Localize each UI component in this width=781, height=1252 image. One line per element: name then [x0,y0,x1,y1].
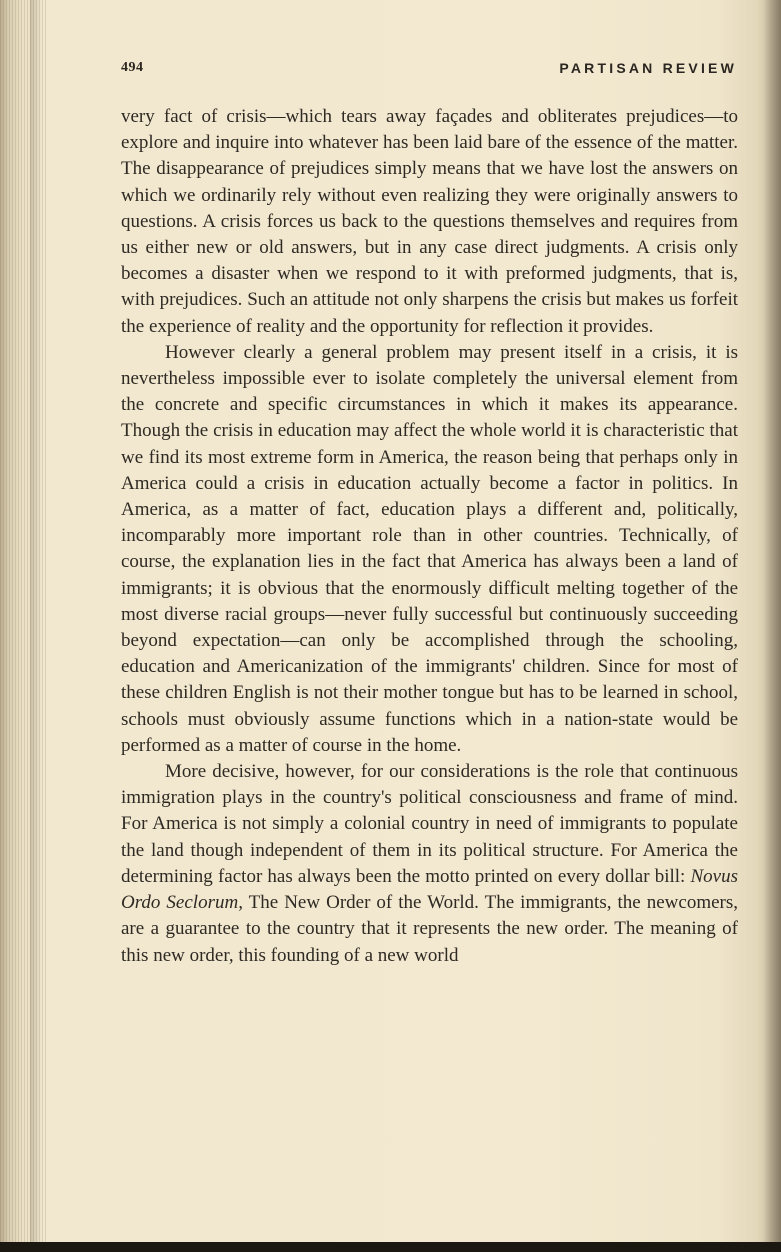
paragraph-3 [121,759,738,969]
journal-title: PARTISAN REVIEW [559,60,737,76]
body-text [121,104,738,969]
running-head [121,60,737,84]
gutter-shadow [30,0,42,1242]
latin-motto: Novus Ordo Seclorum, [121,865,738,914]
page-right-edge [763,0,781,1242]
paragraph-3-start: More decisive, however, for our considerations is the role that continuous immigration plays in the country's political consciousness and frame of mind. For America is not simply a colonial country in need of immigrants to populate the land though independent of them in its political structure. For America the determining factor has always been the motto printed on every dollar bill: [121,761,738,887]
paragraph-2: However clearly a general problem may present itself in a crisis, it is nevertheless impossible ever to isolate completely the universal element from the concrete and specific circumstances in which it makes its appearance. Though the crisis in education may affect the whole world it is characteristic that we find its most extreme form in America, the reason being that perhaps only in America could a crisis in education actually become a factor in politics. In America, as a matter of fact, education plays a different and, politically, incomparably more important role than in other countries. Technically, of course, the explanation lies in the fact that America has always been a land of immigrants; it is obvious that the enormously difficult melting together of the most diverse racial groups—never fully successful but continuously succeeding beyond expectation—can only be accomplished through the schooling, education and Americanization of the immigrants' children. Since for most of these children English is not their mother tongue but has to be learned in school, schools must obviously assume functions which in a nation-state would be performed as a matter of course in the home. [121,341,738,756]
bottom-shadow-band [0,1242,781,1252]
paragraph-1: very fact of crisis—which tears away façades and obliterates prejudices—to explore and inquire into whatever has been laid bare of the essence of the matter. The disappearance of prejudices simply means that we have lost the answers on which we ordinarily rely without even realizing they were originally answers to questions. A crisis forces us back to the questions themselves and requires from us either new or old answers, but in any case direct judgments. A crisis only becomes a disaster when we respond to it with preformed judgments, that is, with prejudices. Such an attitude not only sharpens the crisis but makes us forfeit the experience of reality and the opportunity for reflection it provides. [121,106,738,337]
paragraph-3-end: The New Order of the World. The immigrants, the newcomers, are a guarantee to the country that it represents the new order. The meaning of this new order, this founding of a new world [121,892,739,966]
page-number: 494 [121,60,144,75]
